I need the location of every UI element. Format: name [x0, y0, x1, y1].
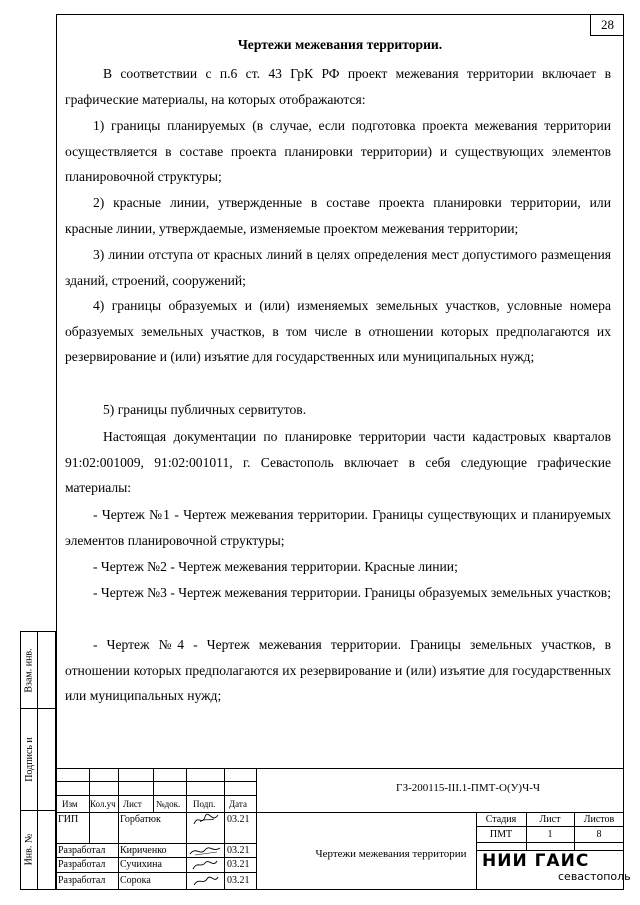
signature-soroka	[189, 873, 221, 889]
row-date-3: 03.21	[227, 875, 250, 886]
stage-header: Стадия	[485, 814, 517, 825]
logo-main-text: НИИ ГАИС	[482, 851, 590, 871]
row-date-gip: 03.21	[227, 814, 250, 825]
paragraph-item-3: 3) линии отступа от красных линий в целях определения мест допустимого размещения зданий, строений, сооружений;	[65, 247, 611, 288]
row-name-3: Сорока	[120, 875, 151, 886]
company-logo	[478, 851, 631, 887]
title-block	[56, 768, 631, 890]
document-code: ГЗ-200115-III.1-ПМТ-О(У)Ч-Ч	[395, 782, 541, 794]
paragraph-drawing-4: - Чертеж №4 - Чертеж межевания территории. Границы земельных участков, в отношении которых предполагаются их резервирование и (или) изъятие для государственных или муниципальных нужд;	[65, 637, 611, 704]
header-podp: Подп.	[193, 799, 216, 809]
document-title: Чертежи межевания территории.	[237, 37, 443, 52]
row-role-1: Разработал	[58, 845, 106, 856]
row-role-3: Разработал	[58, 875, 106, 886]
row-role-2: Разработал	[58, 859, 106, 870]
row-date-1: 03.21	[227, 845, 250, 856]
signature-gorbatyuk	[190, 812, 222, 828]
side-label-podp: Подпись и	[23, 736, 35, 782]
paragraph-drawing-1: - Чертеж №1 - Чертеж межевания территории. Границы существующих и планируемых элементов планировочной структуры;	[65, 507, 611, 548]
page-number: 28	[590, 14, 624, 36]
header-izm: Изм	[62, 799, 78, 809]
row-name-gip: Горбатюк	[120, 814, 161, 825]
logo-sub-text: севастополь	[558, 870, 631, 883]
paragraph-item-1: 1) границы планируемых (в случае, если подготовка проекта межевания территории осуществляется в составе проекта планировки территории) и существующих элементов планировочной структуры;	[65, 118, 611, 185]
signature-kirichenko	[187, 844, 223, 858]
paragraph-drawing-3: - Чертеж №3 - Чертеж межевания территории. Границы образуемых земельных участков;	[93, 585, 611, 600]
row-date-2: 03.21	[227, 859, 250, 870]
row-role-gip: ГИП	[58, 814, 79, 825]
side-label-vzam: Взам. инв.	[23, 647, 35, 693]
sheets-value: 8	[596, 829, 602, 840]
header-data: Дата	[229, 799, 247, 809]
signature-suchikhina	[189, 858, 221, 872]
paragraph-item-4: 4) границы образуемых и (или) изменяемых земельных участков, условные номера образуемых земельных участков, в том числе в отношении которых предполагаются их резервирование и (или) изъятие для государственных или муниципальных нужд;	[65, 298, 611, 365]
header-koluch: Кол.уч	[90, 799, 116, 809]
paragraph-drawing-2: - Чертеж №2 - Чертеж межевания территории. Красные линии;	[93, 559, 458, 574]
side-stamp-inv	[20, 810, 56, 890]
stage-value: ПМТ	[489, 829, 513, 840]
paragraph-item-5: 5) границы публичных сервитутов.	[103, 402, 307, 417]
sheets-header: Листов	[583, 814, 615, 825]
row-name-2: Сучихина	[120, 859, 162, 870]
header-list: Лист	[123, 799, 142, 809]
sheet-name: Чертежи межевания территории	[315, 848, 467, 860]
paragraph-intro: В соответствии с п.6 ст. 43 ГрК РФ проект межевания территории включает в графические материалы, на которых отображаются:	[65, 66, 611, 107]
paragraph-materials: Настоящая документации по планировке территории части кадастровых кварталов 91:02:001009, 91:02:001011, г. Севастополь включает в себя следующие графические материалы:	[65, 429, 611, 496]
sheet-header: Лист	[539, 814, 561, 825]
row-name-1: Кириченко	[120, 845, 167, 856]
side-stamp-podp	[20, 708, 56, 811]
sheet-value: 1	[547, 829, 553, 840]
side-stamp-vzam	[20, 631, 56, 709]
side-label-inv: Инв. №	[23, 833, 35, 866]
header-ndok: №док.	[156, 799, 181, 809]
paragraph-item-2: 2) красные линии, утвержденные в составе проекта планировки территории, или красные линии, утверждаемые, изменяемые проектом межевания территории;	[65, 195, 611, 236]
